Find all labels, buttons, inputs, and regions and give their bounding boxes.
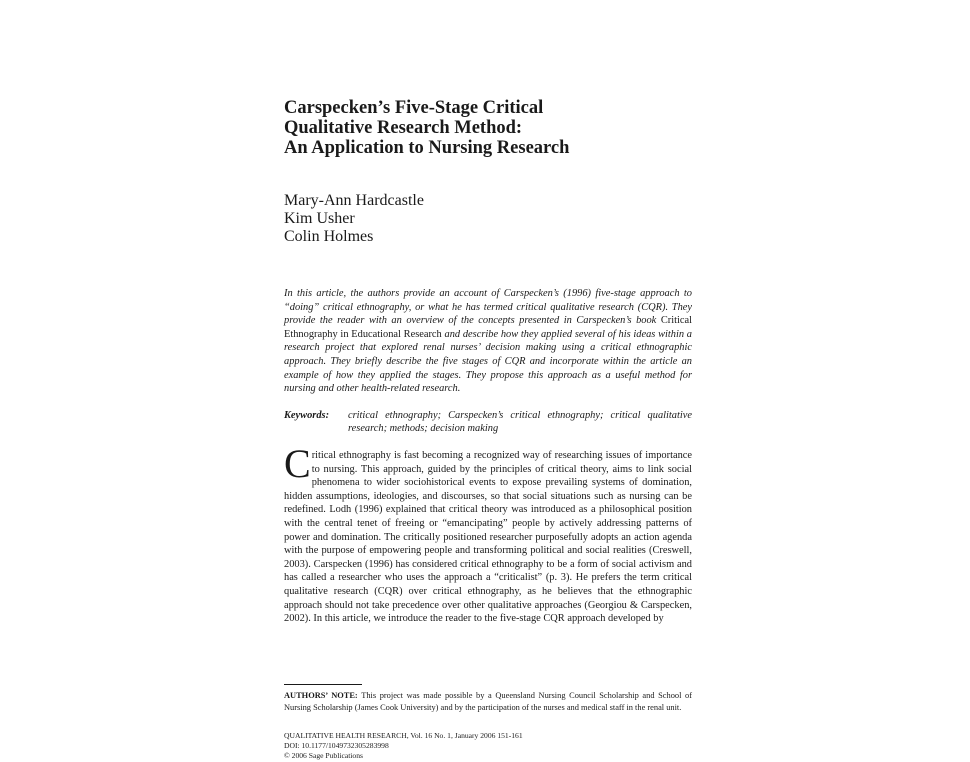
keywords-block: [284, 409, 692, 435]
copyright: © 2006 Sage Publications: [284, 751, 363, 760]
author-list: [284, 192, 424, 246]
doi: DOI: 10.1177/1049732305283998: [284, 741, 389, 750]
publication-info: [284, 731, 692, 761]
body-paragraph: [284, 441, 692, 626]
author-name: Kim Usher: [284, 210, 355, 227]
abstract-book-title: Critical Ethnography in Educational Research: [284, 315, 692, 340]
author-name: Mary-Ann Hardcastle: [284, 192, 424, 209]
journal-citation: QUALITATIVE HEALTH RESEARCH, Vol. 16 No. 1, January 2006 151-161: [284, 731, 523, 740]
title-line-2: Qualitative Research Method:: [284, 118, 523, 138]
author-name: Colin Holmes: [284, 228, 374, 245]
authors-note: [284, 690, 692, 713]
authors-note-label: AUTHORS’ NOTE:: [284, 691, 358, 700]
body-paragraph-text: ritical ethnography is fast becoming a recognized way of researching issues of importance to nursing. This approach, guided by the principles of critical theory, aims to link social phenomena to wider sociohistorical events to expose prevailing systems of domination, hidden assumptions, ideologies, and discourses, so that social situations such as nursing can be redefined. Lodh (1996) explained that critical theory was introduced as a philosophical position with the central tenet of freeing or “emancipating” people by actively addressing patterns of power and domination. The critically positioned researcher purposefully adopts an action agenda with the purpose of empowering people and transforming political and social realities (Creswell, 2003). Carspecken (1996) has considered critical ethnography to be a form of social activism and has called a researcher who uses the approach a “criticalist” (p. 3). He prefers the term critical qualitative research (CQR) over critical ethnography, as he believes that the ethnographic approach should not take precedence over other qualitative approaches (Georgiou & Carspecken, 2002). In this article, we introduce the reader to the five-stage CQR approach developed by: [284, 450, 692, 625]
footnote-rule: [284, 684, 362, 685]
abstract-text-part-1: In this article, the authors provide an account of Carspecken’s (1996) five-stage approach to “doing” critical ethnography, or what he has termed critical qualitative research (CQR). They provide the reader with an overview of the concepts presented in Carspecken’s book: [284, 288, 692, 327]
title-line-3: An Application to Nursing Research: [284, 138, 570, 158]
keywords-label: Keywords:: [284, 410, 330, 421]
article-title: [284, 98, 704, 158]
authors-note-text: This project was made possible by a Queensland Nursing Council Scholarship and School of Nursing Scholarship (James Cook University) and by the participation of the nurses and medical staff in the renal unit.: [284, 691, 692, 712]
drop-cap: C: [284, 441, 311, 486]
keywords-text: critical ethnography; Carspecken’s critical ethnography; critical qualitative research; methods; decision making: [348, 410, 692, 434]
title-line-1: Carspecken’s Five-Stage Critical: [284, 98, 544, 118]
abstract-text-part-2: and describe how they applied several of his ideas within a research project that explored renal nurses’ decision making using a critical ethnographic approach. They briefly describe the five stages of CQR and incorporate within the article an example of how they applied the stages. They propose this approach as a useful method for nursing and other health-related research.: [284, 328, 693, 395]
abstract: [284, 287, 692, 396]
